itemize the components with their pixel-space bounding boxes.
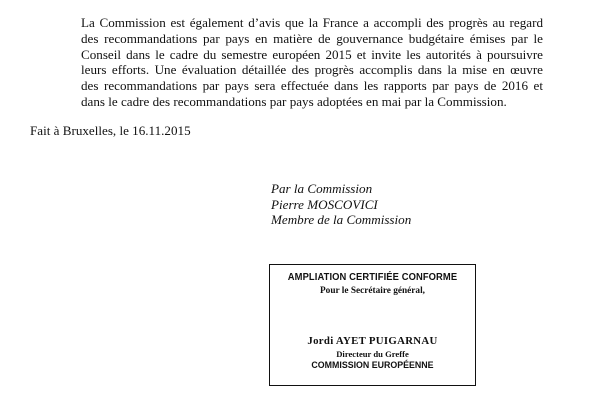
body-paragraph: [81, 15, 543, 110]
stamp-subtitle: Pour le Secrétaire général,: [320, 286, 425, 296]
signature-block: [271, 181, 411, 228]
paragraph-line: leurs efforts. Une évaluation détaillée des progrès accomplis dans la mise en œuvre: [81, 62, 543, 78]
stamp-signatory-role: Directeur du Greffe: [336, 349, 409, 359]
signature-authority: Par la Commission: [271, 181, 373, 196]
paragraph-line: des recommandations par pays en matière de gouvernance budgétaire émises par le: [81, 30, 543, 46]
paragraph-line: des recommandations par pays sera effectuée dans les rapports par pays de 2016 et: [81, 78, 543, 94]
stamp-signatory-name: Jordi AYET PUIGARNAU: [307, 335, 438, 347]
certification-stamp: [269, 264, 476, 386]
signatory-title: Membre de la Commission: [271, 212, 412, 228]
stamp-organization: COMMISSION EUROPÉENNE: [311, 360, 434, 371]
stamp-title: AMPLIATION CERTIFIÉE CONFORME: [287, 272, 458, 283]
paragraph-line: dans le cadre des recommandations par pays adoptées en mai par la Commission.: [81, 93, 507, 109]
paragraph-line: Conseil dans le cadre du semestre européen 2015 et invite les autorités à poursuivre: [81, 46, 543, 62]
place-and-date: Fait à Bruxelles, le 16.11.2015: [30, 123, 191, 138]
paragraph-line: La Commission est également d’avis que la France a accompli des progrès au regard: [81, 15, 543, 30]
signatory-name: Pierre MOSCOVICI: [271, 196, 378, 212]
